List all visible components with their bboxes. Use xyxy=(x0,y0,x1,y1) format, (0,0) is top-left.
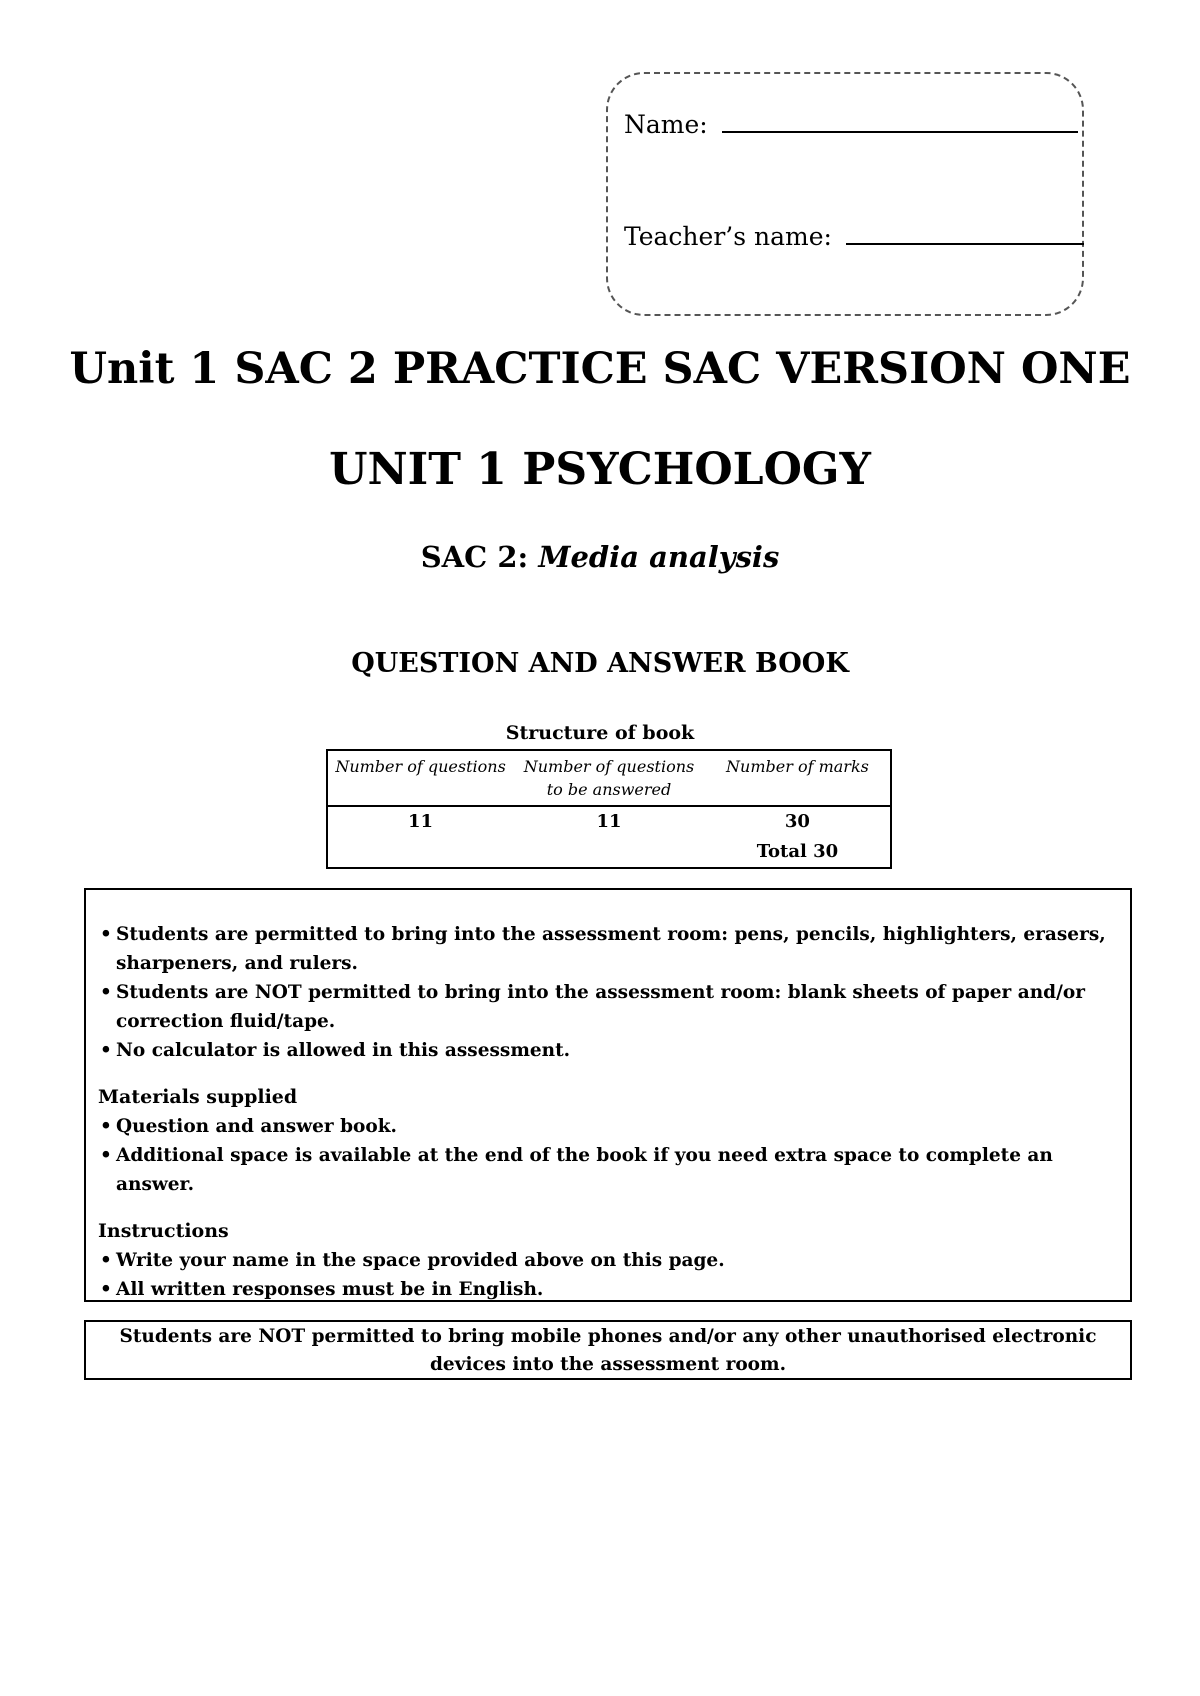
name-blank[interactable] xyxy=(722,130,1078,133)
sac-heading xyxy=(0,540,1200,574)
materials-heading: Materials supplied xyxy=(98,1086,298,1108)
name-line xyxy=(624,110,1078,139)
list-item: • All written responses must be in English. xyxy=(98,1275,1118,1304)
book-title: QUESTION AND ANSWER BOOK xyxy=(351,648,849,679)
structure-label: Structure of book xyxy=(505,722,695,744)
list-item: • Students are permitted to bring into the assessment room: pens, pencils, highlighters, erasers, sharpeners, and rulers. xyxy=(98,920,1118,978)
structure-data-row xyxy=(327,806,891,837)
subject-title: UNIT 1 PSYCHOLOGY xyxy=(329,444,871,495)
list-item: • Students are NOT permitted to bring into the assessment room: blank sheets of paper and/or correction fluid/tape. xyxy=(98,978,1118,1036)
rules-box xyxy=(84,888,1132,1302)
device-warning-box: Students are NOT permitted to bring mobile phones and/or any other unauthorised electronic devices into the assessment room. xyxy=(84,1320,1132,1380)
instructions-list xyxy=(98,1246,1118,1304)
header-questions-answered: Number of questions to be answered xyxy=(513,750,705,806)
sac-prefix: SAC 2: xyxy=(420,540,529,574)
cell-questions-answered: 11 xyxy=(596,811,622,832)
sac-task: Media analysis xyxy=(538,540,780,574)
structure-header-row xyxy=(327,750,891,806)
cell-total: Total 30 xyxy=(756,841,839,862)
cell-questions: 11 xyxy=(408,811,434,832)
permitted-list xyxy=(98,920,1118,1065)
cell-marks: 30 xyxy=(784,811,810,832)
teacher-name-label: Teacher’s name: xyxy=(624,222,832,251)
header-questions: Number of questions xyxy=(327,750,513,806)
teacher-name-line xyxy=(624,222,1084,251)
list-item: • Write your name in the space provided above on this page. xyxy=(98,1246,1118,1275)
materials-list xyxy=(98,1112,1118,1199)
name-label: Name: xyxy=(624,110,708,139)
header-marks: Number of marks xyxy=(705,750,891,806)
list-item: • Question and answer book. xyxy=(98,1112,1118,1141)
list-item: • Additional space is available at the end of the book if you need extra space to complete an answer. xyxy=(98,1141,1118,1199)
structure-total-row xyxy=(327,837,891,868)
list-item: • No calculator is allowed in this assessment. xyxy=(98,1036,1118,1065)
structure-table xyxy=(326,749,892,869)
student-details-box xyxy=(606,72,1084,316)
instructions-heading: Instructions xyxy=(98,1220,229,1242)
document-title: Unit 1 SAC 2 PRACTICE SAC VERSION ONE xyxy=(69,344,1131,394)
teacher-name-blank[interactable] xyxy=(846,242,1084,245)
